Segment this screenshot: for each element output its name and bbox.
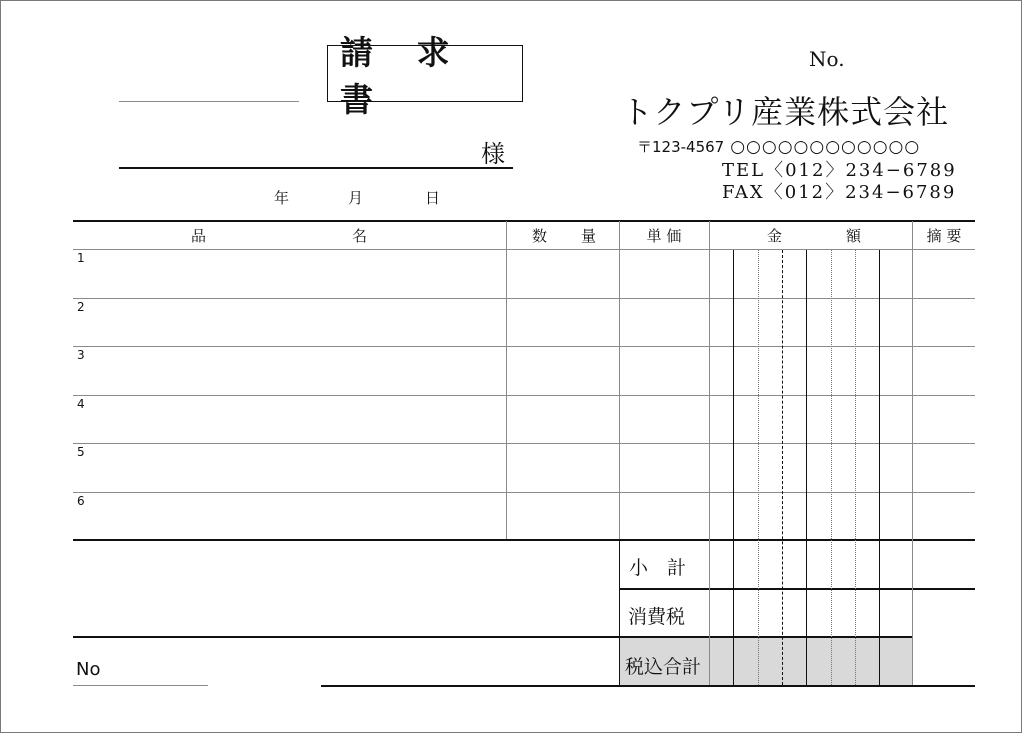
row-rule [73,298,975,299]
row-rule [73,443,975,444]
row-number: 3 [77,348,85,362]
col-header-ryou: 量 [581,227,597,245]
document-title: 請 求 書 [327,45,523,102]
row-rule [73,395,975,396]
form-bottom-rule [321,685,975,687]
tax-label: 消費税 [628,606,686,628]
amount-divider [879,250,880,685]
col-divider [709,221,710,685]
amount-divider [733,250,734,685]
tax-bottom-rule [73,636,913,638]
recipient-upper-line [119,101,299,102]
col-divider [506,221,507,539]
row-number: 4 [77,397,85,411]
row-number: 6 [77,494,85,508]
row-number: 2 [77,300,85,314]
date-day-label: 日 [425,189,441,207]
col-header-kin: 金 [767,227,783,245]
row-rule [73,346,975,347]
col-header-suu: 数 [532,227,548,245]
postal-code: 〒123-4567 [637,138,725,156]
amount-dotted-divider [758,250,759,685]
grand-total-label: 税込合計 [625,656,702,678]
col-header-gaku: 額 [846,227,862,245]
amount-divider [806,250,807,685]
col-header-hin: 品 [191,227,207,245]
subtotal-label: 小 計 [629,557,687,579]
col-header-tanka: 単 価 [646,227,682,245]
header-bottom-rule [73,249,975,250]
amount-dotted-divider [782,250,783,685]
row-number: 5 [77,445,85,459]
company-address-line [637,136,920,157]
col-header-tekiyou: 摘 要 [926,227,962,245]
row-number: 1 [77,251,85,265]
company-tel: TEL〈012〉234−6789 [722,160,957,181]
col-divider [912,221,913,685]
amount-dotted-divider [831,250,832,685]
amount-dotted-divider [855,250,856,685]
invoice-number-label: No. [809,47,845,71]
address-placeholder: ○○○○○○○○○○○○ [730,137,921,157]
date-month-label: 月 [348,189,364,207]
subtotal-bottom-rule [619,588,975,590]
company-fax: FAX〈012〉234−6789 [722,182,957,203]
recipient-name-line [119,167,513,169]
footer-no-line [73,685,208,686]
honorific-sama: 様 [481,140,505,168]
summary-left-border [619,539,620,685]
date-year-label: 年 [274,189,290,207]
row-rule [73,492,975,493]
company-name: トクプリ産業株式会社 [621,93,950,131]
col-header-mei: 名 [352,227,368,245]
items-bottom-rule [73,539,975,541]
col-divider [619,221,620,539]
table-top-rule [73,220,975,222]
footer-no-label: No [76,659,101,680]
